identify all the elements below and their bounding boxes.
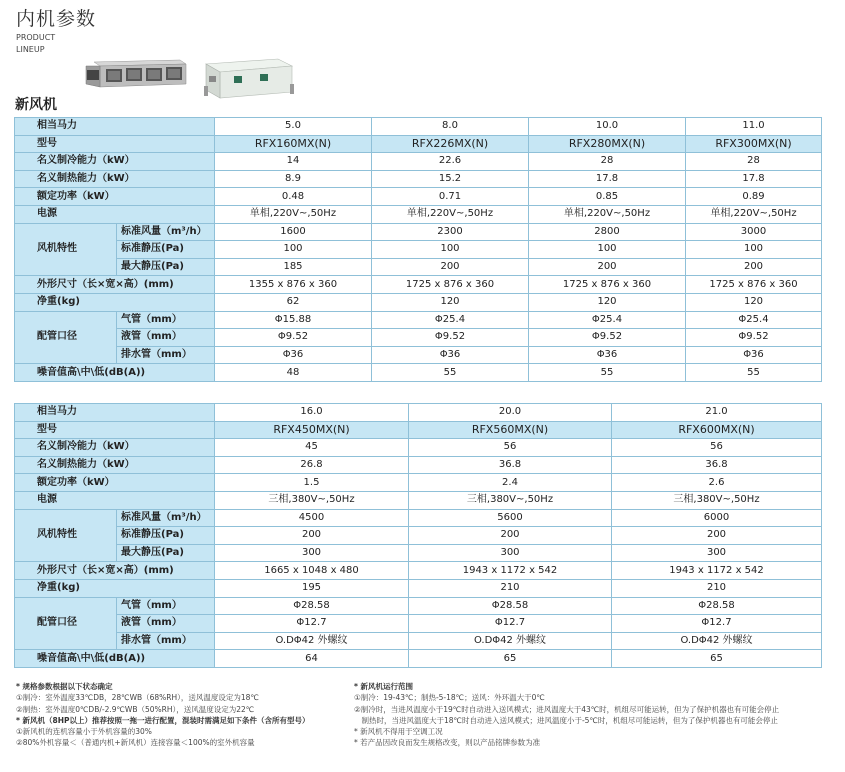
cell-value: 8.9 — [215, 170, 372, 188]
table-row — [15, 329, 822, 347]
table-row — [15, 562, 822, 580]
table-row — [15, 456, 822, 474]
row-label: 外形尺寸（长×宽×高）(mm) — [15, 562, 215, 580]
hp-value: 8.0 — [372, 118, 529, 136]
cell-value: 0.89 — [686, 188, 822, 206]
table-row — [15, 311, 822, 329]
sub-label: 最大静压(Pa) — [117, 544, 215, 562]
table-row — [15, 153, 822, 171]
cell-value: Φ25.4 — [372, 311, 529, 329]
group-label: 风机特性 — [15, 223, 117, 276]
model-value: RFX300MX(N) — [686, 135, 822, 153]
note-line: ②制冷时，当进风温度小于19℃时自动进入送风模式；进风温度大于43℃时，机组尽可能运转，但为了保护机器也有可能会停止 — [354, 704, 780, 714]
row-label: 型号 — [15, 421, 215, 439]
table-row — [15, 527, 822, 545]
cell-value: 1355 x 876 x 360 — [215, 276, 372, 294]
table-row — [15, 241, 822, 259]
table-row — [15, 474, 822, 492]
cell-value: 100 — [215, 241, 372, 259]
cell-value: 单相,220V~,50Hz — [686, 205, 822, 223]
table-row — [15, 597, 822, 615]
cell-value: 单相,220V~,50Hz — [215, 205, 372, 223]
spec-table-2 — [14, 403, 822, 668]
table-row — [15, 346, 822, 364]
cell-value: 56 — [409, 439, 612, 457]
page-subtitle-lineup: LINEUP — [16, 45, 45, 54]
table-row — [15, 205, 822, 223]
cell-value: Φ25.4 — [529, 311, 686, 329]
cell-value: Φ9.52 — [372, 329, 529, 347]
sub-label: 最大静压(Pa) — [117, 258, 215, 276]
cell-value: Φ36 — [686, 346, 822, 364]
cell-value: O.DΦ42 外螺纹 — [215, 632, 409, 650]
cell-value: 28 — [529, 153, 686, 171]
cell-value: 36.8 — [612, 456, 822, 474]
table-row — [15, 135, 822, 153]
group-label: 风机特性 — [15, 509, 117, 562]
table-row — [15, 170, 822, 188]
cell-value: 100 — [372, 241, 529, 259]
sub-label: 液管（mm） — [117, 615, 215, 633]
cell-value: 14 — [215, 153, 372, 171]
cell-value: 1725 x 876 x 360 — [686, 276, 822, 294]
cell-value: 200 — [686, 258, 822, 276]
cell-value: 120 — [686, 293, 822, 311]
hp-value: 16.0 — [215, 404, 409, 422]
model-value: RFX450MX(N) — [215, 421, 409, 439]
cell-value: 185 — [215, 258, 372, 276]
cell-value: 2300 — [372, 223, 529, 241]
note-line: ①制冷：19-43℃；制热-5-18℃；送风：外环温大于0℃ — [354, 693, 545, 703]
cell-value: Φ36 — [215, 346, 372, 364]
cell-value: 195 — [215, 579, 409, 597]
table-row — [15, 276, 822, 294]
row-label: 外形尺寸（长×宽×高）(mm) — [15, 276, 215, 294]
cell-value: 三相,380V~,50Hz — [409, 491, 612, 509]
notes-right — [354, 681, 834, 749]
sub-label: 气管（mm） — [117, 311, 215, 329]
cell-value: 65 — [612, 650, 822, 668]
cell-value: 2.6 — [612, 474, 822, 492]
cell-value: 0.48 — [215, 188, 372, 206]
table-row — [15, 364, 822, 382]
sub-label: 气管（mm） — [117, 597, 215, 615]
cell-value: O.DΦ42 外螺纹 — [612, 632, 822, 650]
row-label: 名义制冷能力（kW） — [15, 153, 215, 171]
cell-value: 三相,380V~,50Hz — [612, 491, 822, 509]
table-row — [15, 439, 822, 457]
cell-value: 单相,220V~,50Hz — [372, 205, 529, 223]
sub-label: 排水管（mm） — [117, 346, 215, 364]
cell-value: 210 — [409, 579, 612, 597]
table-row — [15, 615, 822, 633]
hp-value: 11.0 — [686, 118, 822, 136]
section-title: 新风机 — [15, 97, 57, 113]
sub-label: 排水管（mm） — [117, 632, 215, 650]
cell-value: 6000 — [612, 509, 822, 527]
row-label: 额定功率（kW） — [15, 474, 215, 492]
cell-value: 300 — [215, 544, 409, 562]
row-label: 名义制冷能力（kW） — [15, 439, 215, 457]
cell-value: 55 — [529, 364, 686, 382]
cell-value: 100 — [686, 241, 822, 259]
cell-value: 56 — [612, 439, 822, 457]
cell-value: 62 — [215, 293, 372, 311]
cell-value: 22.6 — [372, 153, 529, 171]
cell-value: Φ36 — [529, 346, 686, 364]
cell-value: Φ25.4 — [686, 311, 822, 329]
group-label: 配管口径 — [15, 311, 117, 364]
table-row — [15, 509, 822, 527]
cell-value: Φ28.58 — [215, 597, 409, 615]
table-row — [15, 544, 822, 562]
cell-value: 210 — [612, 579, 822, 597]
row-label: 噪音值高\中\低(dB(A)) — [15, 650, 215, 668]
model-value: RFX160MX(N) — [215, 135, 372, 153]
cell-value: 1725 x 876 x 360 — [529, 276, 686, 294]
cell-value: 0.71 — [372, 188, 529, 206]
cell-value: Φ12.7 — [215, 615, 409, 633]
sub-label: 标准风量（m³/h） — [117, 223, 215, 241]
page-subtitle-product: PRODUCT — [16, 33, 56, 42]
note-line: * 新风机运行范围 — [354, 682, 414, 691]
table-row — [15, 258, 822, 276]
row-label: 净重(kg) — [15, 579, 215, 597]
cell-value: 15.2 — [372, 170, 529, 188]
note-line: ②制热：室外温度0℃DB/-2.9℃WB（50%RH），送风温度设定为22℃ — [16, 704, 255, 714]
cell-value: 三相,380V~,50Hz — [215, 491, 409, 509]
note-line: * 新风机（8HP以上）推荐按照一拖一进行配置，混装时需满足如下条件（含所有型号） — [16, 715, 310, 725]
hp-value: 10.0 — [529, 118, 686, 136]
sub-label: 标准静压(Pa) — [117, 241, 215, 259]
table-row — [15, 632, 822, 650]
cell-value: 单相,220V~,50Hz — [529, 205, 686, 223]
cell-value: 3000 — [686, 223, 822, 241]
row-label: 名义制热能力（kW） — [15, 456, 215, 474]
row-label: 电源 — [15, 205, 215, 223]
cell-value: Φ9.52 — [215, 329, 372, 347]
cell-value: 2800 — [529, 223, 686, 241]
hp-value: 20.0 — [409, 404, 612, 422]
cell-value: Φ15.88 — [215, 311, 372, 329]
table-row — [15, 421, 822, 439]
model-value: RFX280MX(N) — [529, 135, 686, 153]
sub-label: 标准风量（m³/h） — [117, 509, 215, 527]
table-row — [15, 188, 822, 206]
fresh-air-unit-image — [200, 56, 296, 100]
cell-value: 300 — [612, 544, 822, 562]
cell-value: 120 — [529, 293, 686, 311]
cell-value: 200 — [529, 258, 686, 276]
cell-value: 0.85 — [529, 188, 686, 206]
cell-value: 1943 x 1172 x 542 — [612, 562, 822, 580]
cell-value: 64 — [215, 650, 409, 668]
cell-value: 48 — [215, 364, 372, 382]
model-value: RFX600MX(N) — [612, 421, 822, 439]
cell-value: 2.4 — [409, 474, 612, 492]
note-line: 制热时，当进风温度大于18℃时自动进入送风模式；进风温度小于-5℃时，机组尽可能运转，但为了保护机器也有可能会停止 — [354, 715, 778, 725]
table-row — [15, 650, 822, 668]
sub-label: 标准静压(Pa) — [117, 527, 215, 545]
cell-value: Φ12.7 — [409, 615, 612, 633]
table-row — [15, 579, 822, 597]
cell-value: Φ28.58 — [409, 597, 612, 615]
row-label: 名义制热能力（kW） — [15, 170, 215, 188]
row-label: 额定功率（kW） — [15, 188, 215, 206]
model-value: RFX560MX(N) — [409, 421, 612, 439]
note-line: ①新风机的连机容量小于外机容量的30% — [16, 727, 152, 737]
cell-value: 17.8 — [686, 170, 822, 188]
hp-value: 21.0 — [612, 404, 822, 422]
row-label: 净重(kg) — [15, 293, 215, 311]
cell-value: 200 — [409, 527, 612, 545]
row-label: 型号 — [15, 135, 215, 153]
note-line: * 若产品因改良而发生规格改变，则以产品铭牌参数为准 — [354, 738, 541, 748]
cell-value: Φ28.58 — [612, 597, 822, 615]
cell-value: 26.8 — [215, 456, 409, 474]
cell-value: O.DΦ42 外螺纹 — [409, 632, 612, 650]
note-line: * 规格参数根据以下状态确定 — [16, 682, 113, 691]
cell-value: Φ9.52 — [686, 329, 822, 347]
page-title: 内机参数 — [16, 8, 97, 30]
cell-value: 200 — [372, 258, 529, 276]
cell-value: 5600 — [409, 509, 612, 527]
row-label: 相当马力 — [15, 404, 215, 422]
cell-value: 36.8 — [409, 456, 612, 474]
cell-value: 100 — [529, 241, 686, 259]
table-row — [15, 118, 822, 136]
cell-value: 300 — [409, 544, 612, 562]
cell-value: Φ9.52 — [529, 329, 686, 347]
cell-value: 1725 x 876 x 360 — [372, 276, 529, 294]
cell-value: 200 — [612, 527, 822, 545]
cell-value: 1665 x 1048 x 480 — [215, 562, 409, 580]
cell-value: 1.5 — [215, 474, 409, 492]
table-row — [15, 293, 822, 311]
cell-value: 4500 — [215, 509, 409, 527]
cell-value: 1943 x 1172 x 542 — [409, 562, 612, 580]
note-line: * 新风机不得用于空调工况 — [354, 727, 443, 737]
model-value: RFX226MX(N) — [372, 135, 529, 153]
group-label: 配管口径 — [15, 597, 117, 650]
ducted-unit-image — [84, 54, 188, 90]
row-label: 电源 — [15, 491, 215, 509]
row-label: 相当马力 — [15, 118, 215, 136]
hp-value: 5.0 — [215, 118, 372, 136]
cell-value: Φ36 — [372, 346, 529, 364]
table-row — [15, 223, 822, 241]
cell-value: 55 — [372, 364, 529, 382]
note-line: ①制冷：室外温度33℃DB，28℃WB（68%RH），送风温度设定为18℃ — [16, 693, 259, 703]
notes-left — [16, 681, 346, 749]
note-line: ②80%外机容量＜（普通内机+新风机）连接容量＜100%的室外机容量 — [16, 738, 255, 748]
cell-value: 17.8 — [529, 170, 686, 188]
table-row — [15, 404, 822, 422]
cell-value: 120 — [372, 293, 529, 311]
table-row — [15, 491, 822, 509]
cell-value: 28 — [686, 153, 822, 171]
cell-value: Φ12.7 — [612, 615, 822, 633]
cell-value: 1600 — [215, 223, 372, 241]
row-label: 噪音值高\中\低(dB(A)) — [15, 364, 215, 382]
sub-label: 液管（mm） — [117, 329, 215, 347]
spec-table-1 — [14, 117, 822, 382]
cell-value: 55 — [686, 364, 822, 382]
cell-value: 200 — [215, 527, 409, 545]
cell-value: 45 — [215, 439, 409, 457]
cell-value: 65 — [409, 650, 612, 668]
page-header — [16, 4, 96, 55]
